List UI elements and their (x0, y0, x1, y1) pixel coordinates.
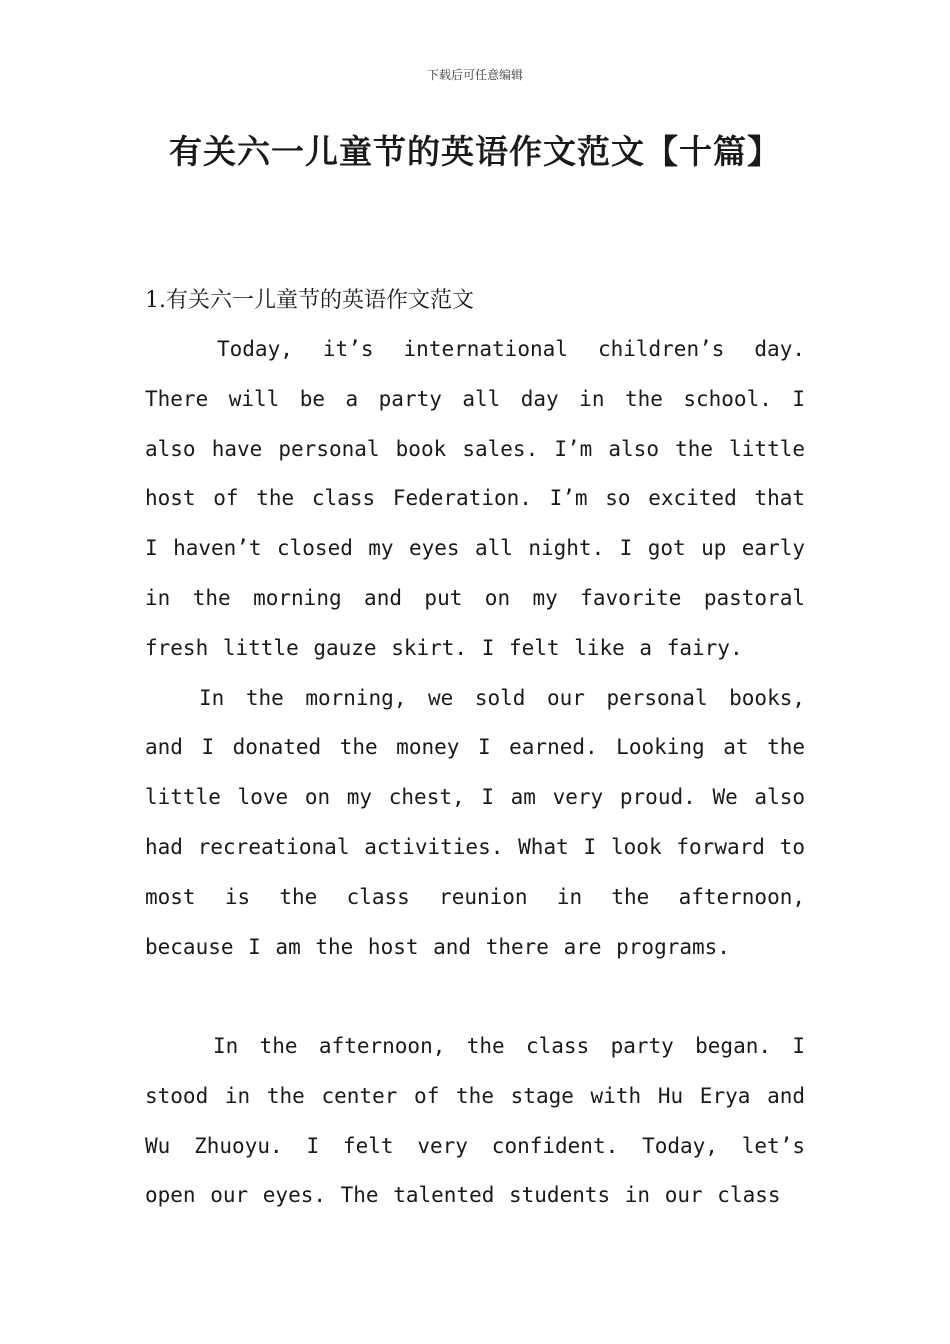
document-title: 有关六一儿童节的英语作文范文【十篇】 (169, 132, 781, 171)
paragraph-2: In the morning, we sold our personal books, and I donated the money I earned. Looking at the little love on my chest, I am very proud. We also had recreational activities. What I look forward to most is the class reunion in the afternoon, because I am the host and there are programs. (145, 685, 805, 959)
essay-body (145, 325, 805, 972)
essay-body-continued (145, 1022, 805, 1221)
section-heading: 1.有关六一儿童节的英语作文范文 (145, 288, 474, 313)
paragraph-1: Today, it’s international children’s day. There will be a party all day in the school. I also have personal book sales. I’m also the little host of the class Federation. I’m so excited that I haven’t closed my eyes all night. I got up early in the morning and put on my favorite pastoral fresh little gauze skirt. I felt like a fairy. (145, 337, 805, 660)
paragraph-3: In the afternoon, the class party began. I stood in the center of the stage with Hu Erya and Wu Zhuoyu. I felt very confident. Today, let’s open our eyes. The talented students in our class (145, 1034, 805, 1208)
header-note: 下载后可任意编辑 (426, 68, 523, 82)
